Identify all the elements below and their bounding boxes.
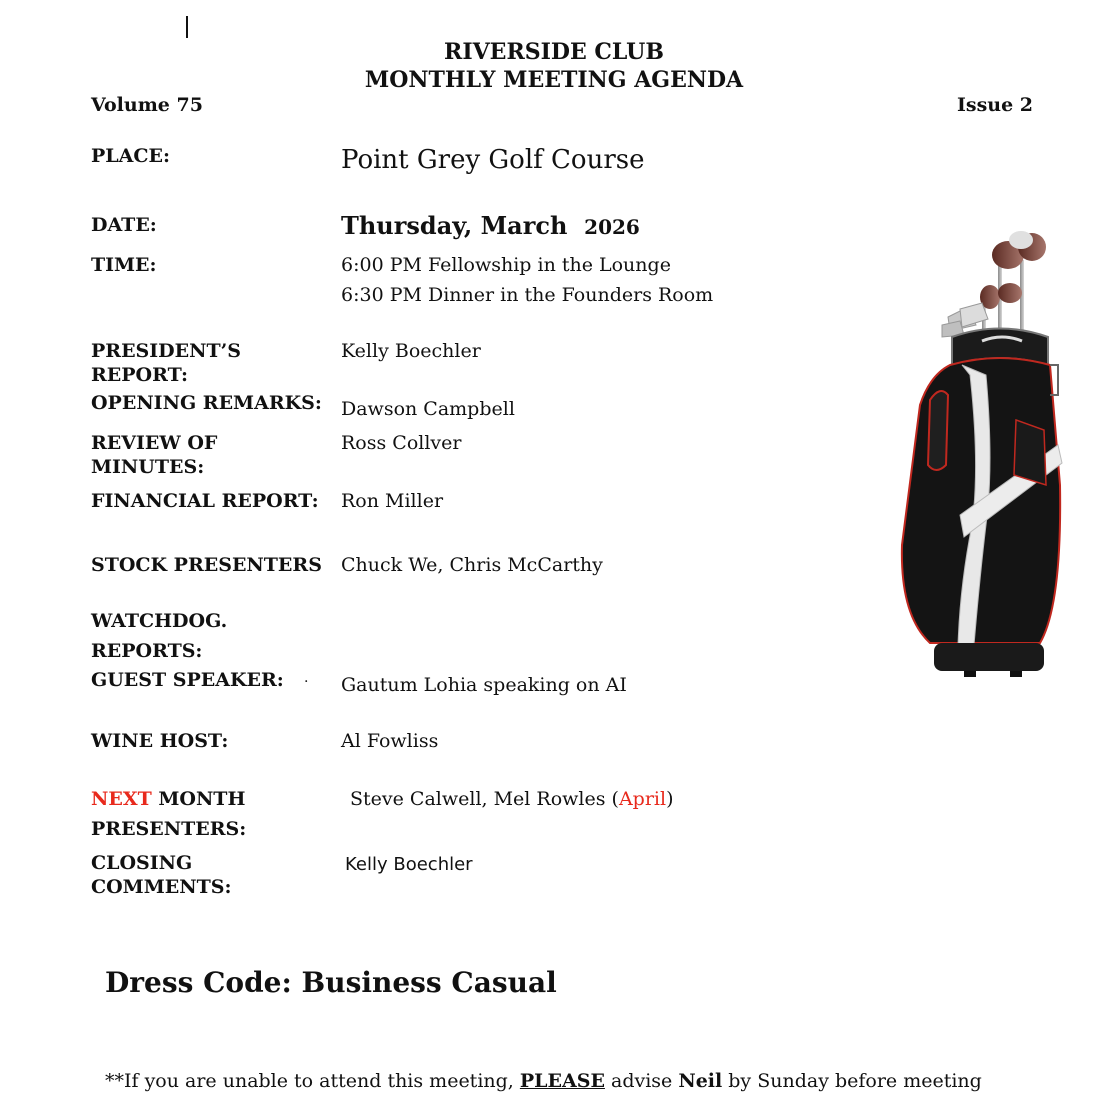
next-word: NEXT bbox=[91, 788, 152, 810]
footer-please: PLEASE bbox=[519, 1070, 605, 1092]
agenda-title: MONTHLY MEETING AGENDA bbox=[364, 67, 744, 93]
president-value: Kelly Boechler bbox=[341, 340, 481, 362]
golf-bag-body bbox=[902, 329, 1062, 678]
date-label: DATE: bbox=[91, 214, 157, 236]
footer-name: Neil bbox=[678, 1070, 723, 1092]
golf-bag-icon bbox=[890, 225, 1070, 685]
next-value bbox=[350, 787, 674, 811]
time-line-2: 6:30 PM Dinner in the Founders Room bbox=[341, 284, 714, 306]
financial-value: Ron Miller bbox=[341, 490, 444, 512]
watchdog-label-1: WATCHDOG. bbox=[91, 610, 228, 632]
date-value bbox=[341, 211, 640, 242]
guest-dot: . bbox=[304, 670, 309, 686]
footer-note bbox=[105, 1069, 982, 1093]
time-line-1: 6:00 PM Fellowship in the Lounge bbox=[341, 254, 671, 276]
volume-label: Volume 75 bbox=[91, 94, 203, 116]
closing-value: Kelly Boechler bbox=[345, 854, 473, 875]
closing-label-2: COMMENTS: bbox=[91, 876, 232, 898]
minutes-value: Ross Collver bbox=[341, 432, 462, 454]
club-title: RIVERSIDE CLUB bbox=[444, 39, 664, 65]
next-month-name: April bbox=[618, 788, 667, 810]
wine-label: WINE HOST: bbox=[91, 730, 229, 752]
dress-code: Dress Code: Business Casual bbox=[105, 966, 557, 999]
date-year: 2026 bbox=[584, 215, 640, 239]
text-cursor bbox=[186, 16, 188, 38]
time-label: TIME: bbox=[91, 254, 157, 276]
footer-post: by Sunday before meeting bbox=[722, 1070, 982, 1092]
next-label-1 bbox=[91, 787, 245, 811]
place-value: Point Grey Golf Course bbox=[341, 145, 645, 175]
watchdog-label-2: REPORTS: bbox=[91, 640, 203, 662]
place-label: PLACE: bbox=[91, 145, 171, 167]
closing-label-1: CLOSING bbox=[91, 852, 193, 874]
next-presenters: Steve Calwell, Mel Rowles ( bbox=[350, 788, 619, 810]
month-word: MONTH bbox=[158, 788, 246, 810]
minutes-label-1: REVIEW OF bbox=[91, 432, 218, 454]
stock-value: Chuck We, Chris McCarthy bbox=[341, 554, 603, 576]
president-label-2: REPORT: bbox=[91, 364, 189, 386]
minutes-label-2: MINUTES: bbox=[91, 456, 205, 478]
financial-label: FINANCIAL REPORT: bbox=[91, 490, 319, 512]
next-label-2: PRESENTERS: bbox=[91, 818, 247, 840]
opening-label: OPENING REMARKS: bbox=[91, 392, 322, 414]
guest-value: Gautum Lohia speaking on AI bbox=[341, 674, 627, 696]
opening-value: Dawson Campbell bbox=[341, 398, 515, 420]
date-main: Thursday, March bbox=[341, 211, 568, 240]
golf-clubs bbox=[942, 231, 1046, 337]
president-label-1: PRESIDENT’S bbox=[91, 340, 241, 362]
guest-label: GUEST SPEAKER: bbox=[91, 669, 284, 691]
footer-mid: advise bbox=[604, 1070, 679, 1092]
stock-label: STOCK PRESENTERS bbox=[91, 554, 322, 576]
footer-pre: **If you are unable to attend this meeting, bbox=[105, 1070, 520, 1092]
issue-label: Issue 2 bbox=[957, 94, 1034, 116]
next-close-paren: ) bbox=[666, 788, 674, 810]
wine-value: Al Fowliss bbox=[341, 730, 439, 752]
